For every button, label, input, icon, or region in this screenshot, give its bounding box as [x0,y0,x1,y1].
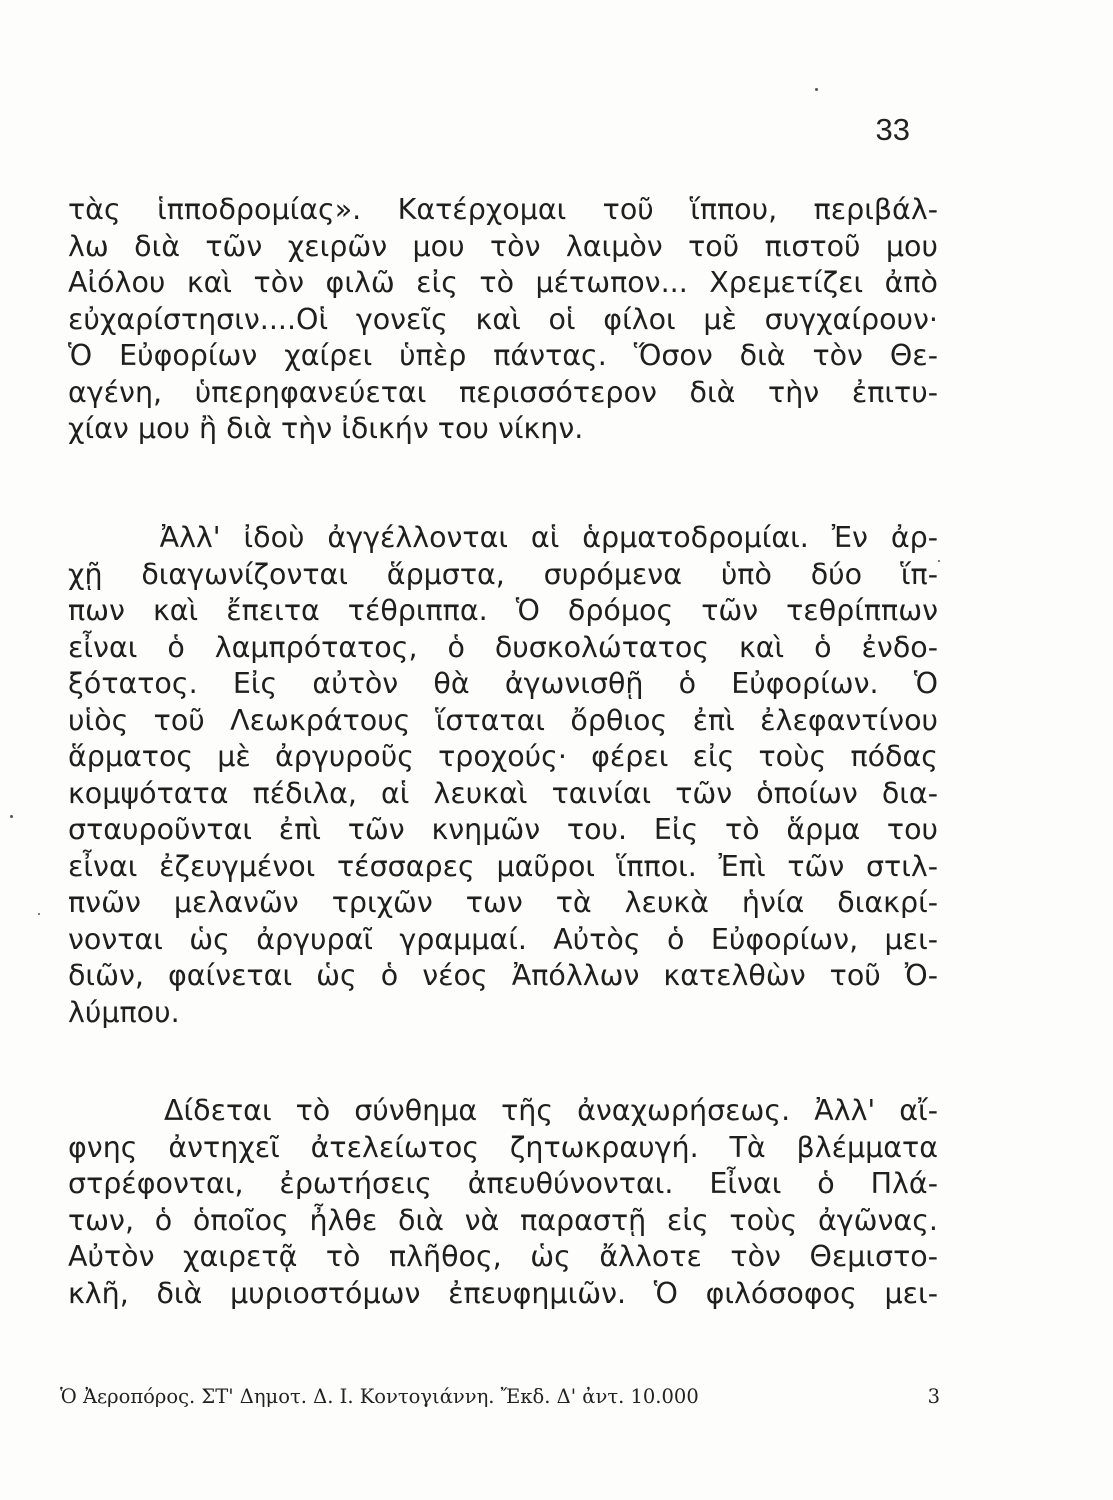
print-speck [815,88,818,91]
text-line: εἶναι ἐζευγμένοι τέσσαρες μαῦροι ἵπποι. Ἐπὶ τῶν στιλ- [68,849,938,883]
text-line: κομψότατα πέδιλα, αἱ λευκαὶ ταινίαι τῶν ὁποίων δια- [68,776,938,810]
footer-imprint: Ὁ Ἀεροπόρος. ΣΤ' Δημοτ. Δ. Ι. Κοντογιάννη. Ἔκδ. Δ' ἀντ. 10.000 [60,1385,699,1408]
text-line: λω διὰ τῶν χειρῶν μου τὸν λαιμὸν τοῦ πιστοῦ μου [68,229,938,263]
text-line: Αἰόλου καὶ τὸν φιλῶ εἰς τὸ μέτωπον... Χρεμετίζει ἀπὸ [68,266,938,299]
text-line: Δίδεται τὸ σύνθημα τῆς ἀναχωρήσεως. Ἀλλ' αἴ- [68,1094,938,1127]
text-line: λύμπου. [68,995,180,1029]
text-line: εἶναι ὁ λαμπρότατος, ὁ δυσκολώτατος καὶ ὁ ἐνδο- [68,630,938,664]
text-line: στρέφονται, ἐρωτήσεις ἀπευθύνονται. Εἶναι ὁ Πλά- [68,1167,938,1200]
text-line: ἅρματος μὲ ἀργυροῦς τροχούς· φέρει εἰς τοὺς πόδας [68,740,938,773]
paragraph-1 [68,192,938,448]
text-line: Αὐτὸν χαιρετᾷ τὸ πλῆθος, ὡς ἄλλοτε τὸν Θεμιστο- [68,1240,938,1273]
print-speck [10,815,13,818]
text-line: αγένη, ὑπερηφανεύεται περισσότερον διὰ τὴν ἐπιτυ- [68,375,938,409]
text-line: των, ὁ ὁποῖος ἦλθε διὰ νὰ παραστῇ εἰς τοὺς ἀγῶνας. [68,1203,938,1237]
paragraph-3 [68,1093,938,1312]
text-line: Ὁ Εὐφορίων χαίρει ὑπὲρ πάντας. Ὅσον διὰ τὸν Θε- [68,339,938,372]
text-line: τὰς ἱπποδρομίας». Κατέρχομαι τοῦ ἵππου, περιβάλ- [68,193,938,226]
page-number: 33 [875,112,910,147]
text-line: πων καὶ ἔπειτα τέθριππα. Ὁ δρόμος τῶν τεθρίππων [68,594,938,627]
text-line: εὐχαρίστησιν....Οἱ γονεῖς καὶ οἱ φίλοι μὲ συγχαίρουν· [68,302,938,336]
print-speck [938,560,940,562]
text-line: χίαν μου ἢ διὰ τὴν ἰδικήν του νίκην. [68,412,584,445]
text-line: σταυροῦνται ἐπὶ τῶν κνημῶν του. Εἰς τὸ ἅρμα του [68,813,938,846]
text-line: Ἀλλ' ἰδοὺ ἀγγέλλονται αἱ ἁρματοδρομίαι. Ἐν ἀρ- [68,521,938,554]
text-line: ξότατος. Εἰς αὐτὸν θὰ ἀγωνισθῇ ὁ Εὐφορίων. Ὁ [68,667,938,700]
footer-sheet-number: 3 [927,1385,940,1408]
text-line: φνης ἀντηχεῖ ἀτελείωτος ζητωκραυγή. Τὰ βλέμματα [68,1130,938,1164]
print-speck [38,913,40,915]
text-line: διῶν, φαίνεται ὡς ὁ νέος Ἀπόλλων κατελθὼν τοῦ Ὀ- [68,959,938,992]
text-line: νονται ὡς ἀργυραῖ γραμμαί. Αὐτὸς ὁ Εὐφορίων, μει- [68,922,938,956]
text-line: πνῶν μελανῶν τριχῶν των τὰ λευκὰ ἡνία διακρί- [68,886,938,919]
text-line: χῇ διαγωνίζονται ἅρμστα, συρόμενα ὑπὸ δύο ἵπ- [68,557,938,591]
text-line: κλῆ, διὰ μυριοστόμων ἐπευφημιῶν. Ὁ φιλόσοφος μει- [68,1276,938,1310]
paragraph-2 [68,520,938,1031]
text-line: υἱὸς τοῦ Λεωκράτους ἵσταται ὄρθιος ἐπὶ ἐλεφαντίνου [68,703,938,737]
